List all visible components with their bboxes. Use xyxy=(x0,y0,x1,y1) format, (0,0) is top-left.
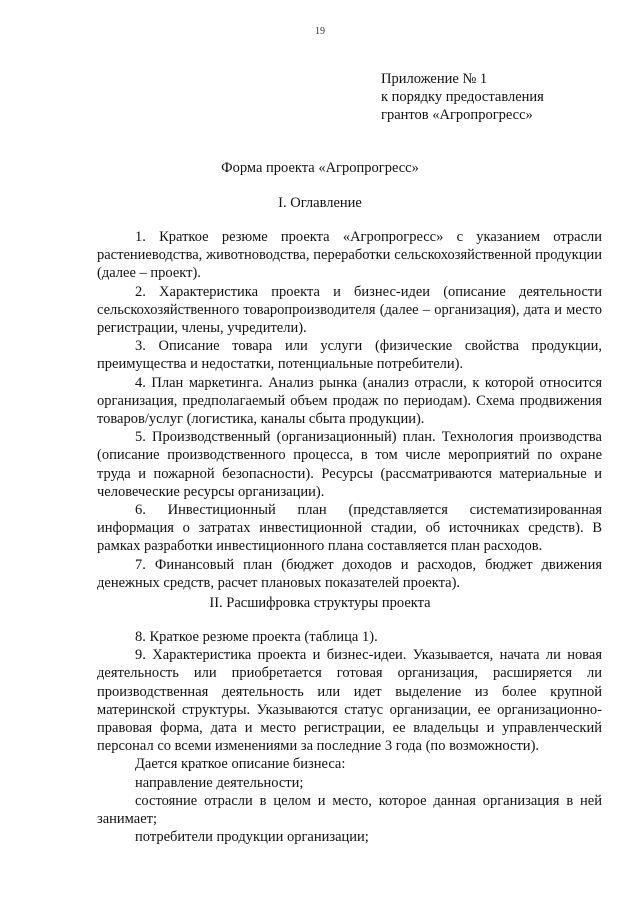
page-number: 19 xyxy=(315,26,325,37)
toc-item-3: 3. Описание товара или услуги (физические свойства продукции, преимущества и недостатки, потенциальные потребители). xyxy=(97,338,602,373)
toc-item-7: 7. Финансовый план (бюджет доходов и расходов, бюджет движения денежных средств, расчет плановых показателей проекта). xyxy=(97,556,602,591)
toc-item-5: 5. Производственный (организационный) план. Технология производства (описание производственного процесса, в том числе мероприятий по охране труда и пожарной безопасности). Ресурсы (рассматриваются материальные и человеческие ресурсы организации). xyxy=(97,429,602,500)
section-2-title: II. Расшифровка структуры проекта xyxy=(209,595,431,611)
appendix-header xyxy=(381,70,544,124)
toc-item-2: 2. Характеристика проекта и бизнес-идеи (описание деятельности сельскохозяйственного товаропроизводителя (далее – организация), дата и место регистрации, члены, учредители). xyxy=(97,283,602,337)
appendix-line-2: к порядку предоставления xyxy=(381,89,544,105)
structure-item-8: 8. Краткое резюме проекта (таблица 1). xyxy=(135,629,378,645)
form-title: Форма проекта «Агропрогресс» xyxy=(221,160,419,176)
toc-item-6: 6. Инвестиционный план (представляется систематизированная информация о затратах инвестиционной стадии, об источниках средств). В рамках разработки инвестиционного плана составляется план расходов. xyxy=(97,502,602,555)
toc-item-4: 4. План маркетинга. Анализ рынка (анализ отрасли, к которой относится организация, предполагаемый объем продаж по периодам). Схема продвижения товаров/услуг (логистика, каналы сбыта продукции). xyxy=(97,374,602,428)
section-1-title: I. Оглавление xyxy=(278,195,362,211)
business-list-item: потребители продукции организации; xyxy=(135,829,369,846)
section-1-body xyxy=(97,228,602,592)
section-2-body xyxy=(97,628,602,846)
business-description-intro: Дается краткое описание бизнеса: xyxy=(135,756,346,773)
structure-item-9: 9. Характеристика проекта и бизнес-идеи. Указывается, начата ли новая деятельность или приобретается готовая организация, расширяется ли производственная деятельность или идет выделение из более крупной материнской структуры. Указываются статус организации, ее организационно-правовая форма, дата и место регистрации, ее владельцы и управленческий персонал со всеми изменениями за последние 3 года (по возможности). xyxy=(97,647,602,755)
business-list-item: состояние отрасли в целом и место, которое данная организация в ней занимает; xyxy=(97,792,602,828)
appendix-line-1: Приложение № 1 xyxy=(381,71,488,87)
appendix-line-3: грантов «Агропрогресс» xyxy=(381,107,533,123)
toc-item-1: 1. Краткое резюме проекта «Агропрогресс» с указанием отрасли растениеводства, животноводства, переработки сельскохозяйственной продукции (далее – проект). xyxy=(97,229,602,282)
business-list-item: направление деятельности; xyxy=(135,774,304,791)
